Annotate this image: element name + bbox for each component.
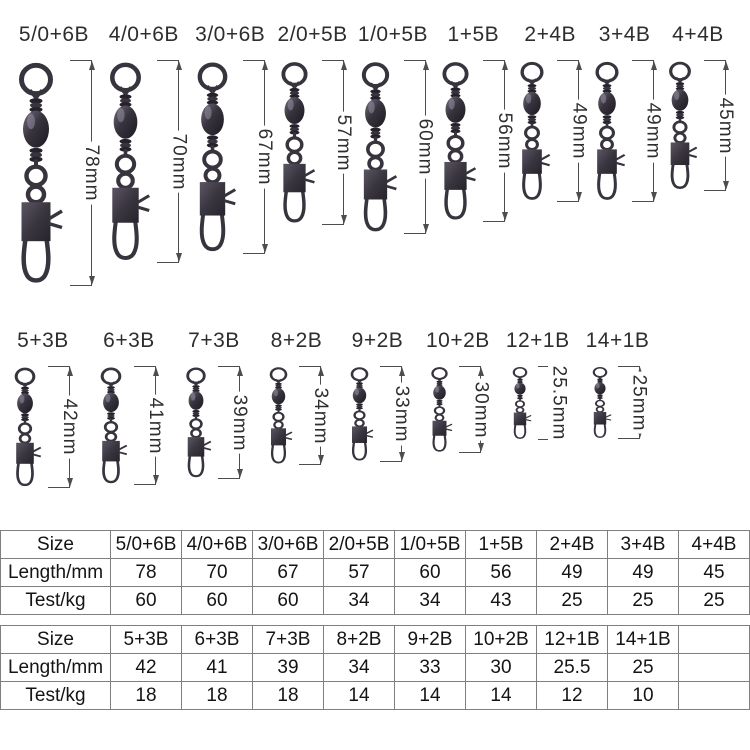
table-cell: 60	[182, 587, 253, 615]
table-cell: 18	[253, 682, 324, 710]
dimension-line	[561, 60, 590, 202]
size-label: 10+2B	[426, 329, 490, 352]
swivel-figure	[345, 366, 410, 462]
dimension-line	[622, 366, 648, 439]
table-cell: 41	[182, 654, 253, 682]
table-cell: 78	[111, 559, 182, 587]
size-label: 2+4B	[524, 23, 577, 46]
table-cell: 10	[608, 682, 679, 710]
table-row	[1, 654, 750, 682]
dimension-line	[326, 60, 355, 225]
swivel-item	[94, 328, 164, 485]
table-cell: 43	[466, 587, 537, 615]
swivel-item	[345, 328, 410, 462]
dimension-extension-bottom	[557, 201, 579, 202]
spec-table-1	[0, 530, 750, 615]
table-cell: 25.5	[537, 654, 608, 682]
dimension-label: 67mm	[253, 126, 275, 189]
table-cell: 3/0+6B	[253, 531, 324, 559]
dim-arrow-up-icon	[176, 61, 182, 70]
dimension-label: 39mm	[228, 391, 250, 454]
swivel-item	[188, 22, 273, 254]
table-cell: 25	[679, 587, 750, 615]
dim-arrow-up-icon	[341, 61, 347, 70]
dim-arrow-down-icon	[262, 244, 268, 253]
dim-arrow-down-icon	[89, 276, 95, 285]
size-label: 3+4B	[598, 23, 651, 46]
table-cell: 14	[395, 682, 466, 710]
table-cell: 2/0+5B	[324, 531, 395, 559]
swivel-item	[434, 22, 513, 222]
table-cell: 30	[466, 654, 537, 682]
dim-arrow-down-icon	[576, 192, 582, 201]
dimension-line	[487, 60, 513, 222]
dimension-line	[222, 366, 248, 479]
table-cell: 3+4B	[608, 531, 679, 559]
dimension-line	[542, 366, 568, 440]
dimension-line	[384, 366, 410, 462]
table-cell	[679, 626, 750, 654]
table-row	[1, 682, 750, 710]
size-label: 4/0+6B	[108, 23, 179, 46]
dim-arrow-up-icon	[423, 61, 429, 70]
dimension-extension-bottom	[632, 201, 654, 202]
size-label: 7+3B	[188, 329, 240, 352]
dim-arrow-up-icon	[651, 61, 657, 70]
table-cell: 67	[253, 559, 324, 587]
swivel-item	[506, 328, 570, 440]
dimension-extension-bottom	[380, 461, 402, 462]
table-cell: 34	[324, 587, 395, 615]
table-row	[1, 587, 750, 615]
swivel-item	[264, 328, 329, 465]
swivel-snap-illustration	[8, 366, 42, 488]
table-cell: 60	[111, 587, 182, 615]
swivel-figure	[513, 60, 590, 202]
table-row-header: Test/kg	[1, 682, 111, 710]
dim-arrow-up-icon	[67, 367, 73, 376]
dim-arrow-up-icon	[318, 367, 324, 376]
dimension-extension-bottom	[134, 484, 156, 485]
swivel-snap-illustration	[508, 366, 532, 440]
size-label: 4+4B	[672, 23, 724, 46]
dim-arrow-down-icon	[318, 455, 324, 464]
dimension-label: 49mm	[567, 100, 589, 163]
table-cell: 4/0+6B	[182, 531, 253, 559]
dimension-label: 42mm	[58, 396, 80, 459]
dim-arrow-up-icon	[478, 367, 484, 376]
swivel-figure	[8, 60, 100, 286]
table-cell: 70	[182, 559, 253, 587]
table-row	[1, 559, 750, 587]
swivel-item	[426, 328, 490, 453]
dimension-line	[408, 60, 434, 234]
dim-arrow-down-icon	[651, 192, 657, 201]
table-cell: 4+4B	[679, 531, 750, 559]
table-cell: 2+4B	[537, 531, 608, 559]
swivel-snap-illustration	[273, 60, 316, 225]
table-cell: 60	[253, 587, 324, 615]
table-row-header: Test/kg	[1, 587, 111, 615]
size-label: 3/0+6B	[195, 23, 266, 46]
swivel-item	[273, 22, 355, 225]
swivel-snap-illustration	[100, 60, 151, 263]
swivel-figure	[273, 60, 355, 225]
table-cell: 14+1B	[608, 626, 679, 654]
swivel-snap-illustration	[434, 60, 477, 222]
dim-arrow-down-icon	[237, 469, 243, 478]
table-cell: 18	[111, 682, 182, 710]
table-cell: 1+5B	[466, 531, 537, 559]
table-cell: 8+2B	[324, 626, 395, 654]
size-label: 5+3B	[17, 329, 69, 352]
table-cell: 33	[395, 654, 466, 682]
dimension-line	[138, 366, 164, 485]
table-cell: 25	[608, 587, 679, 615]
table-cell: 1/0+5B	[395, 531, 466, 559]
dim-arrow-up-icon	[399, 367, 405, 376]
swivel-row-1	[0, 22, 750, 286]
dimension-extension-bottom	[243, 253, 265, 254]
table-row	[1, 531, 750, 559]
swivel-item	[8, 328, 78, 488]
dimension-extension-bottom	[157, 262, 179, 263]
table-cell: 14	[324, 682, 395, 710]
swivel-item	[513, 22, 590, 202]
swivel-snap-illustration	[8, 60, 64, 286]
dimension-label: 41mm	[144, 394, 166, 457]
spec-tables-area	[0, 530, 750, 710]
table-cell: 10+2B	[466, 626, 537, 654]
dim-arrow-down-icon	[341, 215, 347, 224]
table-cell: 18	[182, 682, 253, 710]
table-cell: 5+3B	[111, 626, 182, 654]
dimension-extension-bottom	[70, 285, 92, 286]
dim-arrow-down-icon	[176, 253, 182, 262]
swivel-figure	[434, 60, 513, 222]
dimension-extension-bottom	[704, 190, 726, 191]
dimension-label: 33mm	[390, 383, 412, 446]
table-row-header: Size	[1, 626, 111, 654]
dimension-label: 25mm	[628, 371, 650, 434]
size-label: 1+5B	[447, 23, 500, 46]
dimension-extension-bottom	[618, 438, 640, 439]
table-cell: 12	[537, 682, 608, 710]
swivel-figure	[180, 366, 248, 479]
table-cell: 12+1B	[537, 626, 608, 654]
size-label: 2/0+5B	[277, 23, 348, 46]
dim-arrow-up-icon	[723, 61, 729, 70]
swivel-snap-illustration	[588, 60, 626, 202]
dimension-line	[74, 60, 100, 286]
size-label: 8+2B	[270, 329, 323, 352]
swivel-snap-illustration	[513, 60, 551, 202]
dimension-label: 56mm	[493, 110, 515, 173]
dimension-extension-bottom	[48, 487, 70, 488]
swivel-figure	[100, 60, 190, 263]
dimension-label: 25.5mm	[548, 363, 570, 444]
swivel-item	[662, 22, 734, 191]
dimension-line	[161, 60, 190, 263]
size-label: 6+3B	[103, 329, 155, 352]
table-cell: 49	[537, 559, 608, 587]
table-cell	[679, 682, 750, 710]
size-label: 1/0+5B	[357, 23, 429, 46]
dimension-line	[708, 60, 734, 191]
size-label: 5/0+6B	[18, 23, 90, 46]
dim-arrow-up-icon	[89, 61, 95, 70]
dim-arrow-down-icon	[67, 478, 73, 487]
swivel-item	[100, 22, 190, 263]
dimension-extension-bottom	[322, 224, 344, 225]
swivel-figure	[426, 366, 492, 453]
swivel-item	[586, 328, 650, 439]
dimension-line	[303, 366, 329, 465]
swivel-snap-illustration	[353, 60, 398, 234]
table-cell: 5/0+6B	[111, 531, 182, 559]
dimension-label: 70mm	[167, 130, 189, 193]
swivel-item	[588, 22, 662, 202]
dim-arrow-down-icon	[478, 443, 484, 452]
dimension-extension-bottom	[459, 452, 481, 453]
dimension-label: 34mm	[309, 384, 331, 447]
table-cell: 56	[466, 559, 537, 587]
swivel-figure	[588, 366, 648, 439]
table-cell: 49	[608, 559, 679, 587]
dimension-line	[247, 60, 273, 254]
dim-arrow-down-icon	[423, 224, 429, 233]
table-cell: 42	[111, 654, 182, 682]
size-label: 9+2B	[351, 329, 404, 352]
swivel-figure	[662, 60, 734, 191]
dim-arrow-up-icon	[262, 61, 268, 70]
swivel-snap-illustration	[264, 366, 293, 465]
swivel-item	[180, 328, 248, 479]
swivel-snap-illustration	[662, 60, 698, 191]
swivel-item	[8, 22, 100, 286]
spec-table-2	[0, 625, 750, 710]
swivel-figure	[264, 366, 329, 465]
dimension-extension-bottom	[404, 233, 426, 234]
table-cell: 14	[466, 682, 537, 710]
swivel-figure	[188, 60, 273, 254]
table-cell: 25	[608, 654, 679, 682]
swivel-row-2	[0, 328, 750, 488]
table-row-header: Length/mm	[1, 559, 111, 587]
dim-arrow-down-icon	[153, 475, 159, 484]
swivel-snap-illustration	[180, 366, 212, 479]
size-label: 14+1B	[585, 329, 650, 352]
table-cell: 57	[324, 559, 395, 587]
dim-arrow-up-icon	[502, 61, 508, 70]
dimension-label: 30mm	[469, 378, 491, 441]
swivel-figure	[588, 60, 662, 202]
table-cell	[679, 654, 750, 682]
dimension-label: 78mm	[80, 142, 102, 205]
swivel-figure	[508, 366, 568, 440]
table-cell: 25	[537, 587, 608, 615]
table-cell: 6+3B	[182, 626, 253, 654]
dimension-label: 49mm	[642, 100, 664, 163]
dim-arrow-up-icon	[576, 61, 582, 70]
dimension-label: 45mm	[714, 94, 736, 157]
dimension-line	[463, 366, 492, 453]
dimension-line	[52, 366, 78, 488]
dim-arrow-down-icon	[723, 181, 729, 190]
swivel-snap-illustration	[426, 366, 453, 453]
swivel-snap-illustration	[188, 60, 237, 254]
table-cell: 39	[253, 654, 324, 682]
dim-arrow-down-icon	[399, 452, 405, 461]
swivel-figure	[8, 366, 78, 488]
table-row-header: Size	[1, 531, 111, 559]
table-cell: 34	[395, 587, 466, 615]
dimension-line	[636, 60, 662, 202]
dim-arrow-up-icon	[153, 367, 159, 376]
dimension-label: 60mm	[414, 116, 436, 179]
table-row	[1, 626, 750, 654]
table-cell: 7+3B	[253, 626, 324, 654]
dimension-label: 57mm	[332, 111, 354, 174]
dimension-extension-bottom	[218, 478, 240, 479]
size-label: 12+1B	[505, 329, 570, 352]
table-cell: 60	[395, 559, 466, 587]
table-cell: 45	[679, 559, 750, 587]
swivel-snap-illustration	[94, 366, 128, 485]
dim-arrow-up-icon	[237, 367, 243, 376]
table-cell: 34	[324, 654, 395, 682]
swivel-figure	[353, 60, 434, 234]
swivel-snap-illustration	[588, 366, 612, 439]
dim-arrow-down-icon	[502, 212, 508, 221]
swivel-figure-area	[0, 22, 750, 488]
swivel-snap-illustration	[345, 366, 374, 462]
table-cell: 9+2B	[395, 626, 466, 654]
dimension-extension-bottom	[299, 464, 321, 465]
table-row-header: Length/mm	[1, 654, 111, 682]
swivel-figure	[94, 366, 164, 485]
dimension-extension-bottom	[483, 221, 505, 222]
swivel-item	[353, 22, 434, 234]
